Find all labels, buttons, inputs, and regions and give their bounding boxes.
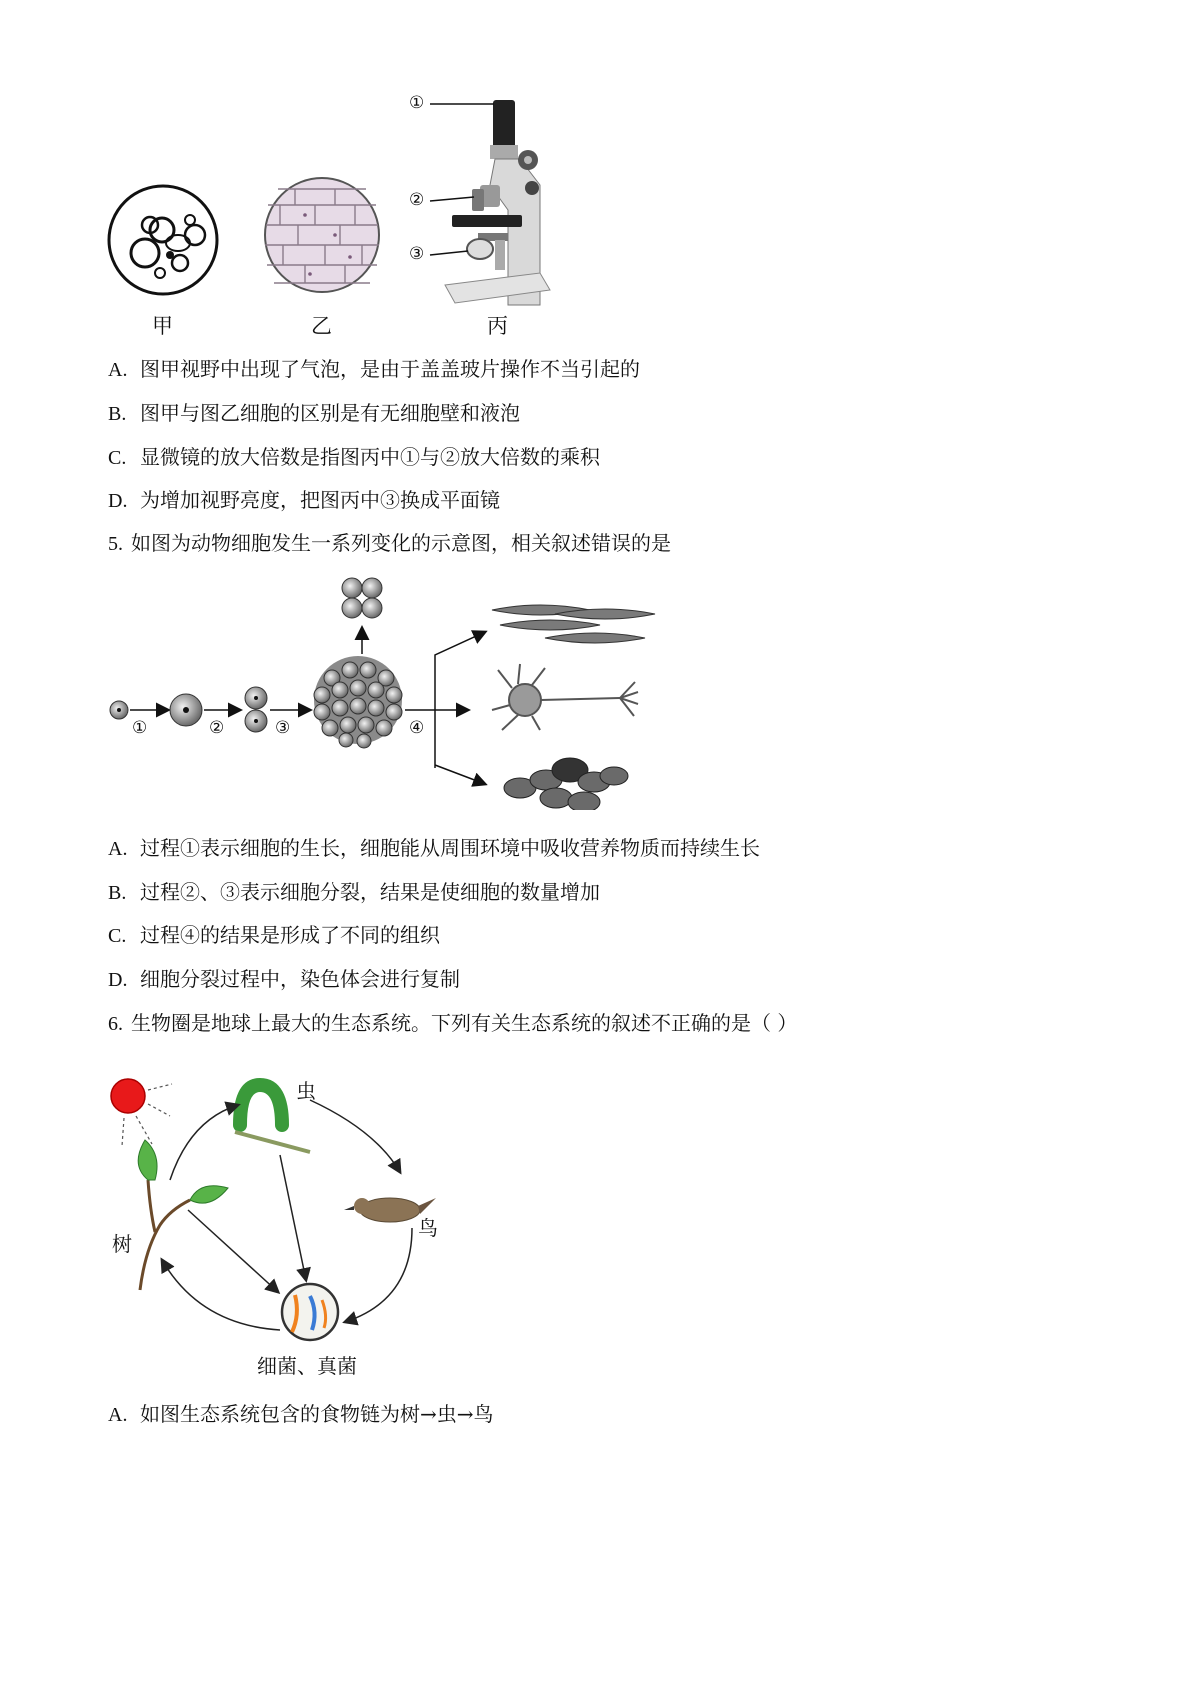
question-text: 如图为动物细胞发生一系列变化的示意图，相关叙述错误的是: [131, 531, 671, 555]
option-text: 细胞分裂过程中，染色体会进行复制: [140, 967, 460, 991]
option-text: 为增加视野亮度，把图丙中③换成平面镜: [140, 488, 500, 512]
q4-option-d: [108, 487, 500, 514]
microbe-circle: [282, 1284, 338, 1340]
cell-view-yi: [265, 178, 379, 292]
option-key: D.: [108, 969, 128, 991]
cell-view-jia: [109, 186, 217, 294]
microscope-marker-2: ②: [409, 190, 425, 210]
q5-option-a: [108, 835, 760, 862]
process-marker-4: ④: [409, 718, 425, 738]
process-marker-2: ②: [209, 718, 225, 738]
option-text: 图甲与图乙细胞的区别是有无细胞壁和液泡: [140, 401, 520, 425]
q4-option-a: [108, 356, 640, 383]
q5-option-c: [108, 922, 440, 949]
label-bird: 鸟: [418, 1216, 438, 1240]
ecosystem-drawing: [100, 1060, 460, 1360]
figure-cell-division: [100, 570, 660, 810]
cell-division-drawing: [100, 570, 660, 810]
option-key: D.: [108, 490, 128, 512]
option-key: B.: [108, 403, 127, 425]
label-insect: 虫: [296, 1079, 316, 1103]
muscle-tissue: [492, 605, 655, 643]
microscope-drawing: [445, 100, 550, 305]
caption-yi: 乙: [311, 314, 332, 338]
option-text: 如图生态系统包含的食物链为树→虫→鸟: [140, 1402, 494, 1426]
option-key: C.: [108, 925, 127, 947]
q6-stem: [108, 1010, 797, 1037]
tree-sprig: [138, 1140, 228, 1290]
label-decomposer: 细菌、真菌: [257, 1354, 357, 1378]
figure-ecosystem: [100, 1060, 460, 1360]
option-text: 过程④的结果是形成了不同的组织: [140, 923, 440, 947]
option-key: A.: [108, 1404, 128, 1426]
question-text: 生物圈是地球上最大的生态系统。下列有关生态系统的叙述不正确的是（ ）: [131, 1011, 798, 1035]
q6-option-a: [108, 1401, 494, 1428]
label-tree: 树: [112, 1232, 132, 1256]
option-text: 显微镜的放大倍数是指图丙中①与②放大倍数的乘积: [140, 445, 600, 469]
q5-option-b: [108, 879, 600, 906]
option-text: 图甲视野中出现了气泡，是由于盖盖玻片操作不当引起的: [140, 357, 640, 381]
question-number: 6.: [108, 1013, 123, 1035]
blood-cells: [504, 758, 628, 810]
label-lines: [430, 104, 494, 255]
figure-microscope-group: [100, 85, 620, 375]
option-key: C.: [108, 447, 127, 469]
q4-option-c: [108, 444, 600, 471]
microscope-marker-1: ①: [409, 93, 425, 113]
figure-1-drawing: [100, 85, 620, 375]
question-number: 5.: [108, 533, 123, 555]
sun: [111, 1079, 172, 1146]
option-key: B.: [108, 882, 127, 904]
q5-stem: [108, 530, 671, 557]
q4-option-b: [108, 400, 520, 427]
caption-bing: 丙: [487, 314, 508, 338]
q5-option-d: [108, 966, 460, 993]
microscope-marker-3: ③: [409, 244, 425, 264]
cell-mass: [314, 656, 402, 748]
option-key: A.: [108, 359, 128, 381]
caption-jia: 甲: [152, 314, 173, 338]
option-text: 过程②、③表示细胞分裂，结果是使细胞的数量增加: [140, 880, 600, 904]
process-marker-1: ①: [132, 718, 148, 738]
option-key: A.: [108, 838, 128, 860]
process-marker-3: ③: [275, 718, 291, 738]
neuron: [492, 664, 638, 730]
option-text: 过程①表示细胞的生长，细胞能从周围环境中吸收营养物质而持续生长: [140, 836, 760, 860]
